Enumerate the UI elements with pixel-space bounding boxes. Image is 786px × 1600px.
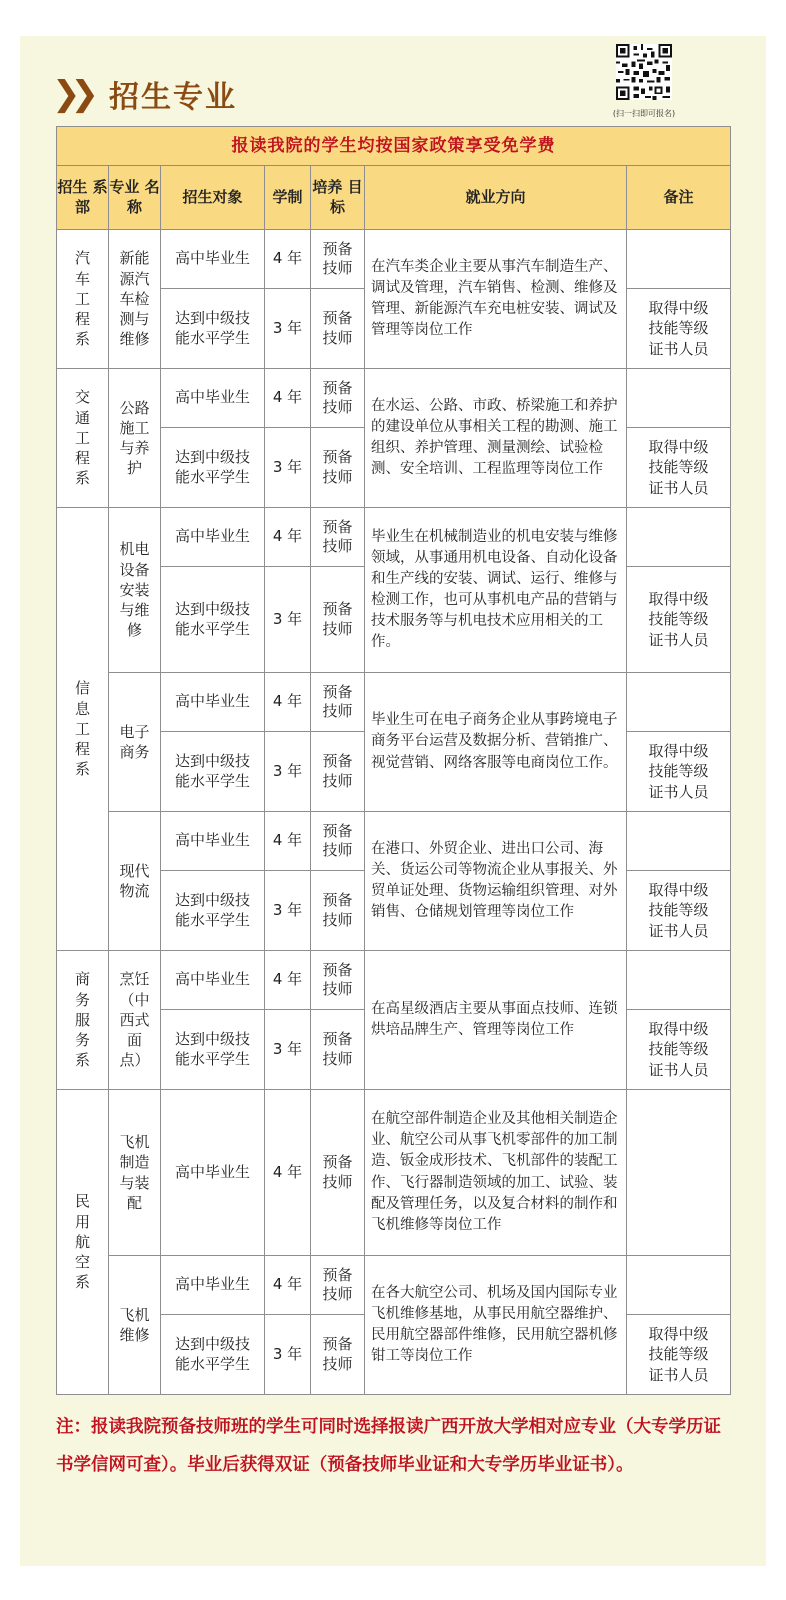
job-cell: 在港口、外贸企业、进出口公司、海关、货运公司等物流企业从事报关、外贸单证处理、货物运输组织管理、对外销售、仓储规划管理等岗位工作 (365, 812, 627, 951)
dept-cell: 汽 车 工 程 系 (57, 230, 109, 369)
header-jobs: 就业方向 (365, 166, 627, 230)
duration-cell: 3 年 (265, 1010, 311, 1090)
job-cell: 在汽车类企业主要从事汽车制造生产、调试及管理，汽车销售、检测、维修及管理、新能源汽车充电桩安装、调试及管理等岗位工作 (365, 230, 627, 369)
target-cell: 高中毕业生 (161, 673, 265, 732)
remark-cell (627, 951, 731, 1010)
job-cell: 毕业生在机械制造业的机电安装与维修领域，从事通用机电设备、自动化设备和生产线的安装、调试、运行、维修与检测工作，也可从事机电产品的营销与技术服务等与机电技术应用相关的工作。 (365, 508, 627, 673)
major-cell: 飞机 维修 (109, 1256, 161, 1395)
target-cell: 达到中级技 能水平学生 (161, 567, 265, 673)
table-row (57, 508, 731, 567)
header-dept: 招生 系部 (57, 166, 109, 230)
remark-cell (627, 673, 731, 732)
header-target: 招生对象 (161, 166, 265, 230)
level-cell: 预备 技师 (311, 230, 365, 289)
remark-cell (627, 1090, 731, 1256)
target-cell: 高中毕业生 (161, 812, 265, 871)
table-banner: 报读我院的学生均按国家政策享受免学费 (57, 127, 731, 166)
table-row (57, 951, 731, 1010)
duration-cell: 4 年 (265, 230, 311, 289)
section-header (52, 74, 237, 114)
header-row (57, 166, 731, 230)
header-major: 专业 名称 (109, 166, 161, 230)
target-cell: 达到中级技 能水平学生 (161, 871, 265, 951)
duration-cell: 4 年 (265, 508, 311, 567)
table-row (57, 812, 731, 871)
level-cell: 预备 技师 (311, 812, 365, 871)
level-cell: 预备 技师 (311, 508, 365, 567)
major-cell: 现代 物流 (109, 812, 161, 951)
remark-cell: 取得中级 技能等级 证书人员 (627, 1315, 731, 1395)
double-chevron-icon: ❯❯ (52, 74, 89, 114)
remark-cell: 取得中级 技能等级 证书人员 (627, 871, 731, 951)
banner-row (57, 127, 731, 166)
footnote: 注：报读我院预备技师班的学生可同时选择报读广西开放大学相对应专业（大专学历证书学信网可查）。毕业后获得双证（预备技师毕业证和大专学历毕业证书）。 (56, 1417, 721, 1475)
table-row (57, 673, 731, 732)
target-cell: 达到中级技 能水平学生 (161, 1010, 265, 1090)
level-cell: 预备 技师 (311, 567, 365, 673)
major-cell: 机电 设备 安装 与维 修 (109, 508, 161, 673)
qr-caption: (扫一扫即可报名) (612, 109, 676, 118)
section-title: 招生专业 (108, 80, 237, 115)
target-cell: 高中毕业生 (161, 508, 265, 567)
level-cell: 预备 技师 (311, 369, 365, 428)
remark-cell (627, 508, 731, 567)
level-cell: 预备 技师 (311, 289, 365, 369)
duration-cell: 4 年 (265, 369, 311, 428)
target-cell: 高中毕业生 (161, 951, 265, 1010)
qr-code-icon[interactable] (616, 44, 672, 100)
remark-cell (627, 812, 731, 871)
dept-cell: 商 务 服 务 系 (57, 951, 109, 1090)
duration-cell: 4 年 (265, 951, 311, 1010)
target-cell: 达到中级技 能水平学生 (161, 732, 265, 812)
major-cell: 飞机 制造 与装 配 (109, 1090, 161, 1256)
duration-cell: 3 年 (265, 1315, 311, 1395)
header-duration: 学制 (265, 166, 311, 230)
level-cell: 预备 技师 (311, 1256, 365, 1315)
dept-cell: 交 通 工 程 系 (57, 369, 109, 508)
remark-cell (627, 230, 731, 289)
table-row (57, 1256, 731, 1315)
target-cell: 高中毕业生 (161, 230, 265, 289)
table-row (57, 230, 731, 289)
target-cell: 高中毕业生 (161, 1256, 265, 1315)
level-cell: 预备 技师 (311, 951, 365, 1010)
major-cell: 电子 商务 (109, 673, 161, 812)
level-cell: 预备 技师 (311, 871, 365, 951)
header-level: 培养 目标 (311, 166, 365, 230)
duration-cell: 3 年 (265, 732, 311, 812)
job-cell: 在各大航空公司、机场及国内国际专业飞机维修基地，从事民用航空器维护、民用航空器部件维修，民用航空器机修钳工等岗位工作 (365, 1256, 627, 1395)
table-row (57, 1090, 731, 1256)
header-remark: 备注 (627, 166, 731, 230)
remark-cell: 取得中级 技能等级 证书人员 (627, 732, 731, 812)
duration-cell: 3 年 (265, 428, 311, 508)
major-cell: 烹饪 （中 西式 面 点） (109, 951, 161, 1090)
duration-cell: 4 年 (265, 1090, 311, 1256)
target-cell: 高中毕业生 (161, 1090, 265, 1256)
duration-cell: 3 年 (265, 289, 311, 369)
remark-cell: 取得中级 技能等级 证书人员 (627, 567, 731, 673)
major-cell: 新能 源汽 车检 测与 维修 (109, 230, 161, 369)
table-row (57, 369, 731, 428)
major-cell: 公路 施工 与养 护 (109, 369, 161, 508)
remark-cell: 取得中级 技能等级 证书人员 (627, 428, 731, 508)
dept-cell: 信 息 工 程 系 (57, 508, 109, 951)
duration-cell: 3 年 (265, 567, 311, 673)
target-cell: 达到中级技 能水平学生 (161, 289, 265, 369)
dept-cell: 民 用 航 空 系 (57, 1090, 109, 1395)
target-cell: 达到中级技 能水平学生 (161, 1315, 265, 1395)
remark-cell: 取得中级 技能等级 证书人员 (627, 289, 731, 369)
duration-cell: 3 年 (265, 871, 311, 951)
job-cell: 在高星级酒店主要从事面点技师、连锁烘培品牌生产、管理等岗位工作 (365, 951, 627, 1090)
target-cell: 高中毕业生 (161, 369, 265, 428)
level-cell: 预备 技师 (311, 732, 365, 812)
job-cell: 在航空部件制造企业及其他相关制造企业、航空公司从事飞机零部件的加工制造、钣金成形技术、飞机部件的装配工作、飞行器制造领域的加工、试验、装配及管理任务，以及复合材料的制作和飞机维修等岗位工作 (365, 1090, 627, 1256)
duration-cell: 4 年 (265, 1256, 311, 1315)
majors-table (56, 126, 731, 1395)
remark-cell (627, 369, 731, 428)
level-cell: 预备 技师 (311, 428, 365, 508)
level-cell: 预备 技师 (311, 1315, 365, 1395)
duration-cell: 4 年 (265, 812, 311, 871)
level-cell: 预备 技师 (311, 1010, 365, 1090)
target-cell: 达到中级技 能水平学生 (161, 428, 265, 508)
remark-cell (627, 1256, 731, 1315)
job-cell: 毕业生可在电子商务企业从事跨境电子商务平台运营及数据分析、营销推广、视觉营销、网络客服等电商岗位工作。 (365, 673, 627, 812)
level-cell: 预备 技师 (311, 1090, 365, 1256)
remark-cell: 取得中级 技能等级 证书人员 (627, 1010, 731, 1090)
duration-cell: 4 年 (265, 673, 311, 732)
level-cell: 预备 技师 (311, 673, 365, 732)
job-cell: 在水运、公路、市政、桥梁施工和养护的建设单位从事相关工程的勘测、施工组织、养护管理、测量测绘、试验检测、安全培训、工程监理等岗位工作 (365, 369, 627, 508)
